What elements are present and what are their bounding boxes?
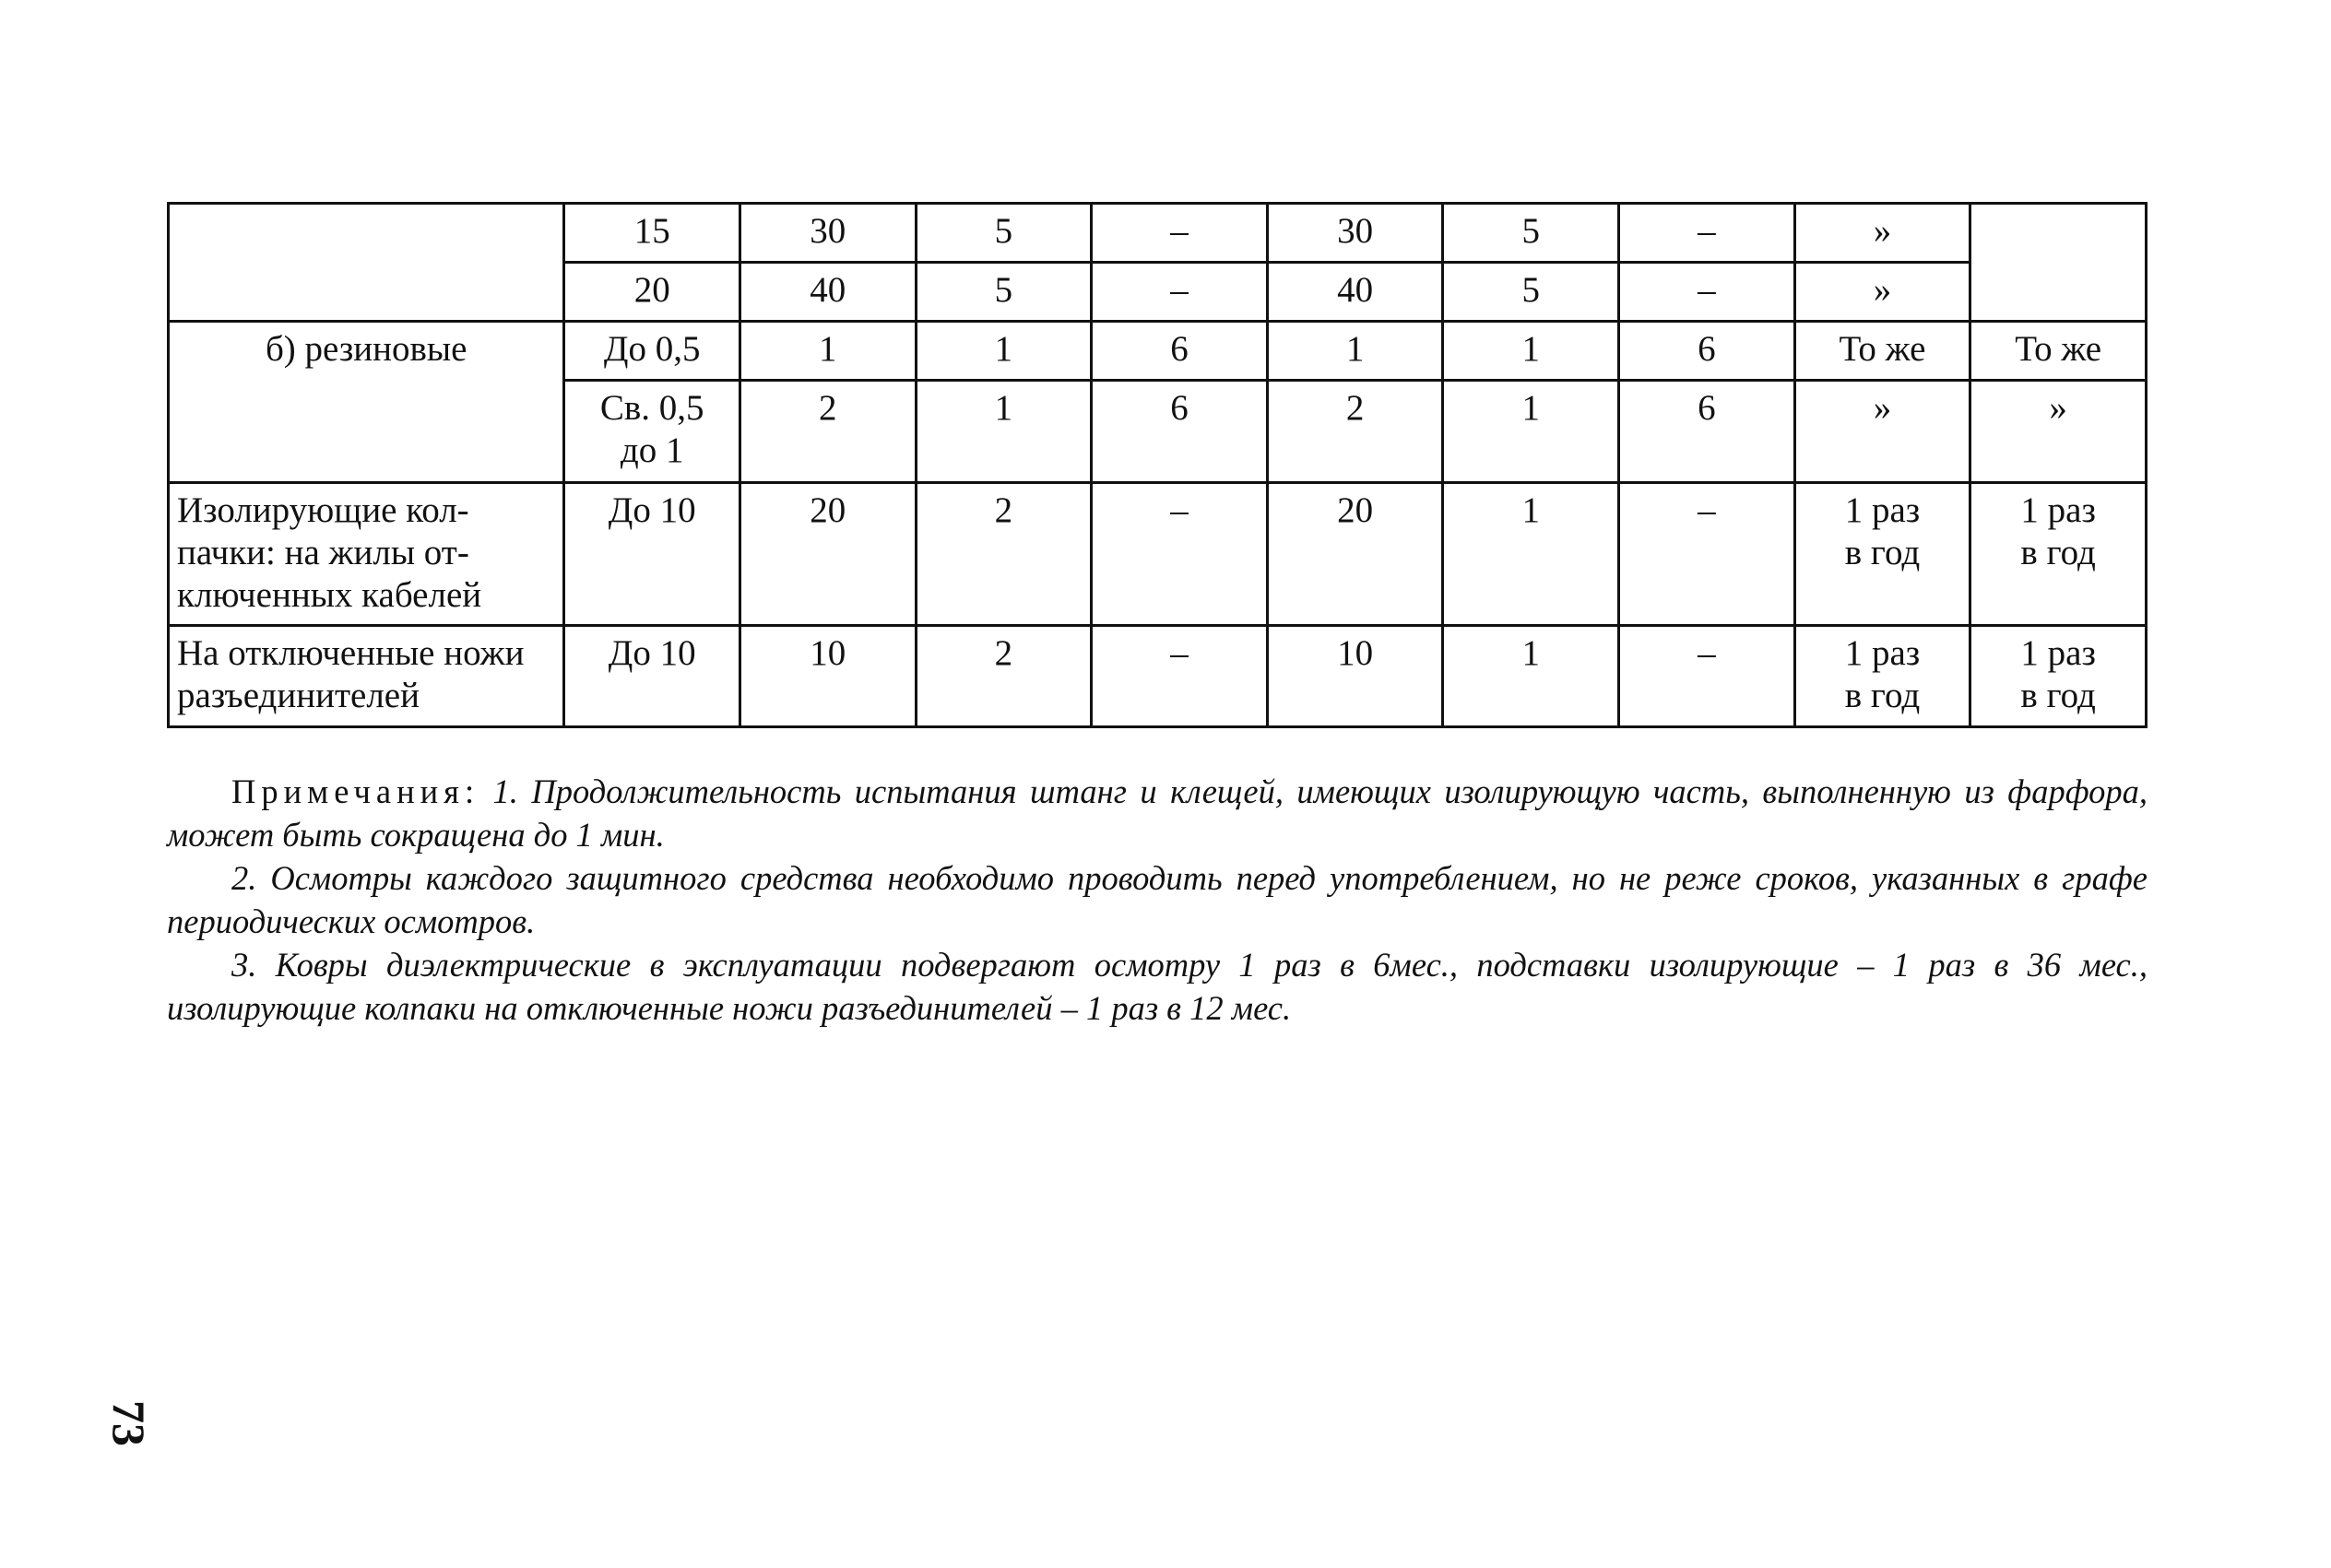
note-1 [167,770,2148,856]
page-number: 73 [103,1400,155,1446]
voltage-cell: До 10 [564,483,740,626]
table-cell: – [1092,483,1268,626]
table-cell: 1 [916,322,1092,381]
table-cell: 5 [916,263,1092,322]
table-cell: 1 [1267,322,1443,381]
table-cell: 30 [1267,204,1443,263]
empty-cell [1970,204,2147,322]
table-cell: 1 раз в год [1794,483,1970,626]
table-cell: То же [1794,322,1970,381]
table-cell: » [1794,204,1970,263]
table-cell: 2 [916,626,1092,727]
table-cell: 6 [1619,322,1795,381]
table-cell: – [1619,626,1795,727]
voltage-cell: До 10 [564,626,740,727]
notes-heading: Примечания: [231,772,480,810]
row-name-cell [169,204,564,322]
table-cell: » [1794,381,1970,483]
table-cell: 20 [740,483,917,626]
table-cell: То же [1970,322,2147,381]
table-cell: – [1619,204,1795,263]
table-row [169,626,2147,727]
table-cell: 1 раз в год [1794,626,1970,727]
voltage-cell: До 0,5 [564,322,740,381]
table-cell: 10 [740,626,917,727]
table-cell: 1 раз в год [1970,626,2147,727]
voltage-cell: Св. 0,5 до 1 [564,381,740,483]
table-cell: » [1970,381,2147,483]
table-cell: 1 [1443,322,1619,381]
row-name-cell: б) резиновые [169,322,564,483]
table-cell: 5 [916,204,1092,263]
table-cell: 1 [1443,381,1619,483]
table-cell: 6 [1092,381,1268,483]
table-cell: 6 [1619,381,1795,483]
table-row [169,204,2147,263]
table-row [169,483,2147,626]
voltage-cell: 15 [564,204,740,263]
note-1-text: 1. Продолжительность испытания штанг и клещей, имеющих изолирующую часть, выполненную из фарфора, может быть сокращена до 1 мин. [167,772,2148,854]
table-cell: 30 [740,204,917,263]
table-cell: 10 [1267,626,1443,727]
note-2: 2. Осмотры каждого защитного средства необходимо проводить перед употреблением, но не реже сроков, указанных в графе периодических осмотров. [167,859,2148,940]
test-periods-table [167,202,2148,728]
table-cell: » [1794,263,1970,322]
table-cell: – [1092,204,1268,263]
table-cell: – [1092,263,1268,322]
table-cell: – [1619,263,1795,322]
table-cell: 1 [740,322,917,381]
row-name-cell: Изолирующие кол- пачки: на жилы от- ключенных кабелей [169,483,564,626]
table-cell: 2 [740,381,917,483]
row-name-cell: На отключенные ножи разъединителей [169,626,564,727]
table-cell: 1 [1443,626,1619,727]
table-cell: 40 [1267,263,1443,322]
table-cell: 1 [1443,483,1619,626]
table-cell: 40 [740,263,917,322]
table-cell: 1 [916,381,1092,483]
table-cell: 5 [1443,263,1619,322]
table-cell: 2 [1267,381,1443,483]
notes-section [167,770,2148,1030]
table-cell: 6 [1092,322,1268,381]
table-cell: 20 [1267,483,1443,626]
table-cell: 1 раз в год [1970,483,2147,626]
table-row [169,322,2147,381]
voltage-cell: 20 [564,263,740,322]
table-cell: – [1619,483,1795,626]
table-cell: – [1092,626,1268,727]
table-cell: 5 [1443,204,1619,263]
table-cell: 2 [916,483,1092,626]
note-3: 3. Ковры диэлектрические в эксплуатации подвергают осмотру 1 раз в 6мес., подставки изолирующие – 1 раз в 36 мес., изолирующие колпаки на отключенные ножи разъединителей – 1 раз в 12 мес. [167,946,2148,1027]
